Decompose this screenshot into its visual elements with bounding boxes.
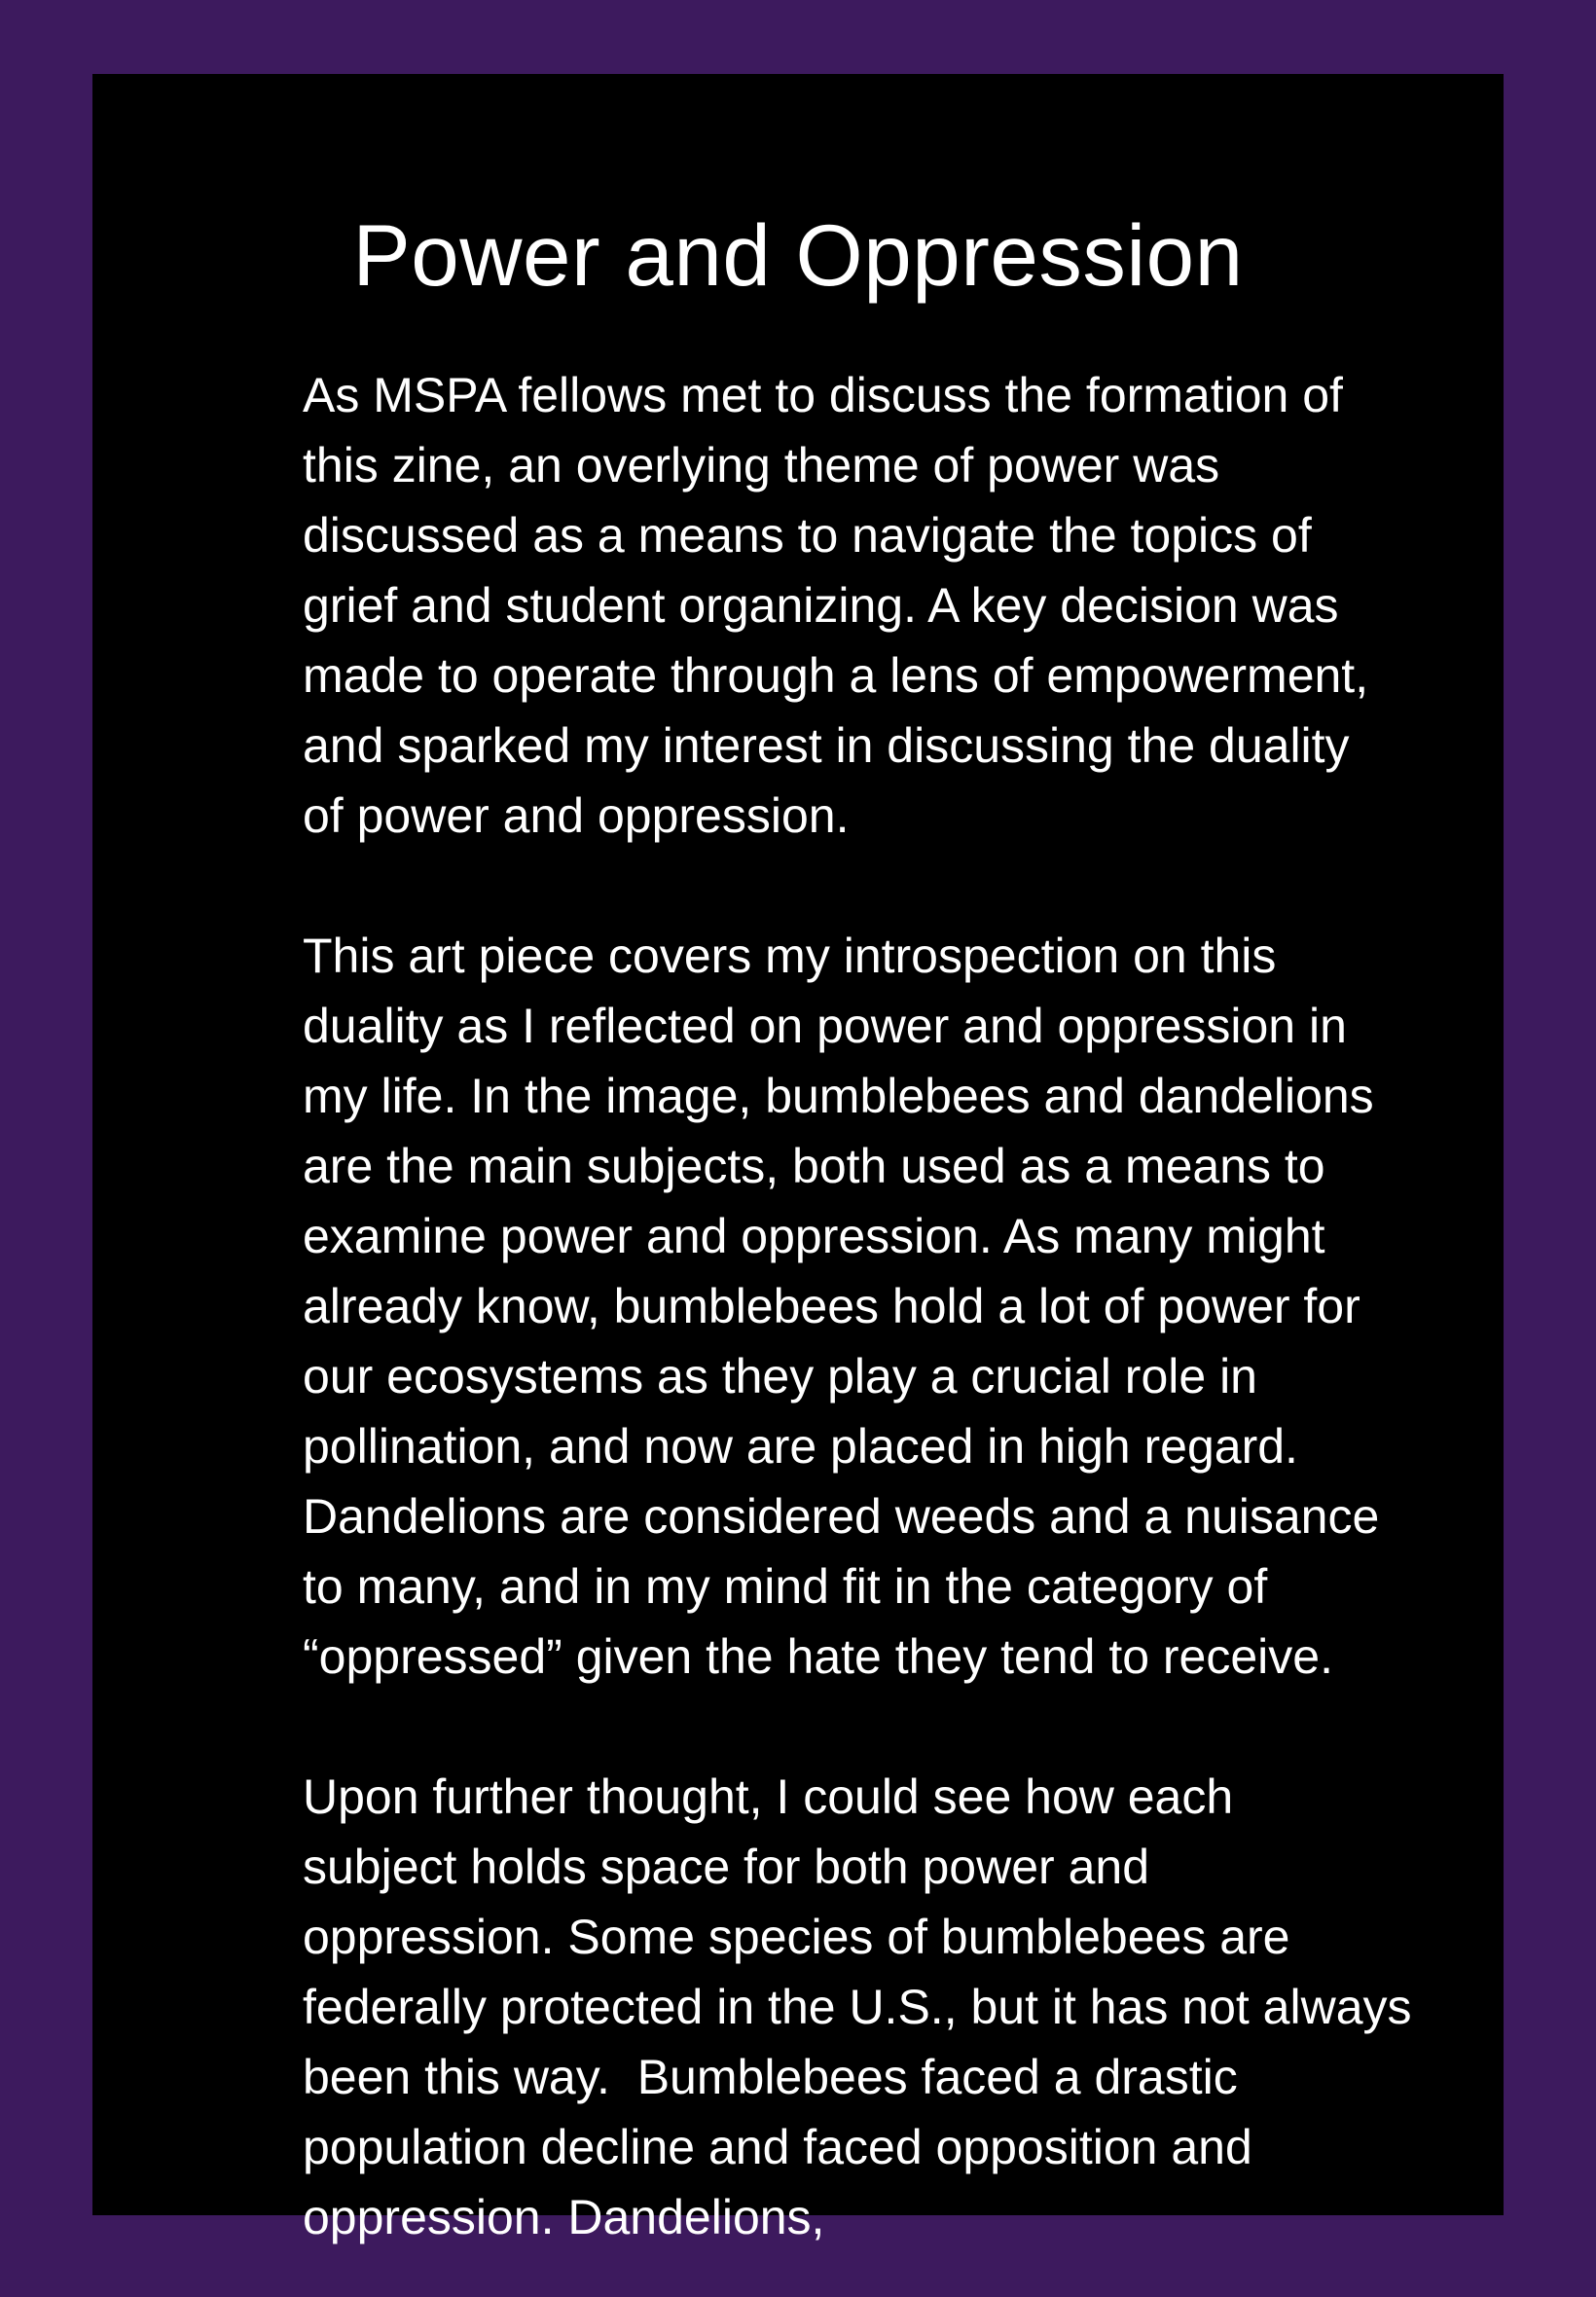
- text-line: oppression. Dandelions,: [303, 2190, 825, 2244]
- text-line: discussed as a means to navigate the topics of: [303, 508, 1312, 563]
- paragraph-2: [303, 921, 1529, 1692]
- page-title: Power and Oppression: [352, 206, 1244, 304]
- text-line: been this way. Bumblebees faced a drastic: [303, 2050, 1238, 2104]
- paragraph-3: [303, 1762, 1529, 2252]
- text-line: and sparked my interest in discussing the duality: [303, 718, 1350, 773]
- text-line: to many, and in my mind fit in the category of: [303, 1559, 1268, 1614]
- body-text: [303, 360, 1529, 2252]
- text-line: made to operate through a lens of empowerment,: [303, 648, 1369, 703]
- text-line: subject holds space for both power and: [303, 1840, 1149, 1894]
- paragraph-1: [303, 360, 1529, 851]
- text-line: This art piece covers my introspection on this: [303, 929, 1277, 983]
- text-line: this zine, an overlying theme of power was: [303, 438, 1220, 492]
- text-line: “oppressed” given the hate they tend to receive.: [303, 1629, 1333, 1684]
- text-line: federally protected in the U.S., but it has not always: [303, 1980, 1412, 2034]
- text-line: already know, bumblebees hold a lot of power for: [303, 1279, 1360, 1333]
- text-line: are the main subjects, both used as a means to: [303, 1139, 1325, 1193]
- text-line: population decline and faced opposition and: [303, 2120, 1252, 2174]
- text-line: my life. In the image, bumblebees and dandelions: [303, 1069, 1374, 1123]
- text-line: oppression. Some species of bumblebees are: [303, 1910, 1290, 1964]
- text-line: Upon further thought, I could see how each: [303, 1769, 1234, 1824]
- text-line: of power and oppression.: [303, 788, 850, 843]
- text-line: pollination, and now are placed in high regard.: [303, 1419, 1298, 1474]
- content-panel: [92, 74, 1504, 2244]
- text-line: our ecosystems as they play a crucial role in: [303, 1349, 1257, 1404]
- text-line: As MSPA fellows met to discuss the formation of: [303, 368, 1343, 422]
- text-line: grief and student organizing. A key decision was: [303, 578, 1339, 633]
- text-line: duality as I reflected on power and oppression in: [303, 999, 1347, 1053]
- text-line: Dandelions are considered weeds and a nuisance: [303, 1489, 1380, 1544]
- text-line: examine power and oppression. As many might: [303, 1209, 1325, 1263]
